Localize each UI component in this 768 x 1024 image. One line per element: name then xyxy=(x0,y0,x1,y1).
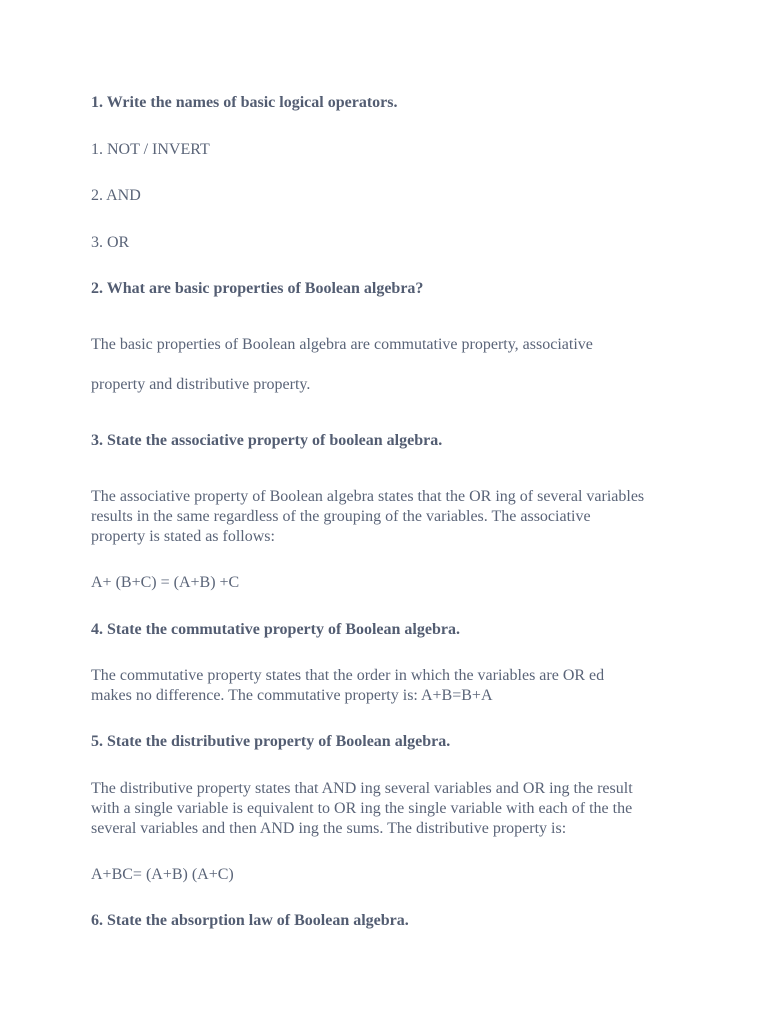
question-5-title: 5. State the distributive property of Boolean algebra. xyxy=(91,733,451,750)
question-1-item-2: 2. AND xyxy=(91,187,141,204)
question-6-title: 6. State the absorption law of Boolean algebra. xyxy=(91,912,409,929)
question-1-title: 1. Write the names of basic logical operators. xyxy=(91,94,398,111)
question-4-answer-line-2: makes no difference. The commutative property is: A+B=B+A xyxy=(91,687,493,704)
question-2-title: 2. What are basic properties of Boolean algebra? xyxy=(91,280,424,297)
question-3-answer-line-1: The associative property of Boolean algebra states that the OR ing of several variables xyxy=(91,488,645,505)
question-4-answer-line-1: The commutative property states that the order in which the variables are OR ed xyxy=(91,667,605,684)
question-2-answer-line-2: property and distributive property. xyxy=(91,376,311,393)
question-3-title: 3. State the associative property of boolean algebra. xyxy=(91,432,443,449)
question-1-item-1: 1. NOT / INVERT xyxy=(91,141,210,158)
question-3-answer-line-3: property is stated as follows: xyxy=(91,528,275,545)
question-1-item-3: 3. OR xyxy=(91,234,130,251)
question-5-answer-line-2: with a single variable is equivalent to OR ing the single variable with each of the the xyxy=(91,800,633,817)
question-5-answer-line-1: The distributive property states that AND ing several variables and OR ing the result xyxy=(91,780,633,797)
question-5-answer-line-3: several variables and then AND ing the sums. The distributive property is: xyxy=(91,820,567,837)
question-2-answer-line-1: The basic properties of Boolean algebra are commutative property, associative xyxy=(91,336,593,353)
question-4-title: 4. State the commutative property of Boolean algebra. xyxy=(91,621,460,638)
question-5-formula: A+BC= (A+B) (A+C) xyxy=(91,866,234,883)
question-3-answer-line-2: results in the same regardless of the grouping of the variables. The associative xyxy=(91,508,591,525)
question-3-formula: A+ (B+C) = (A+B) +C xyxy=(91,574,240,591)
